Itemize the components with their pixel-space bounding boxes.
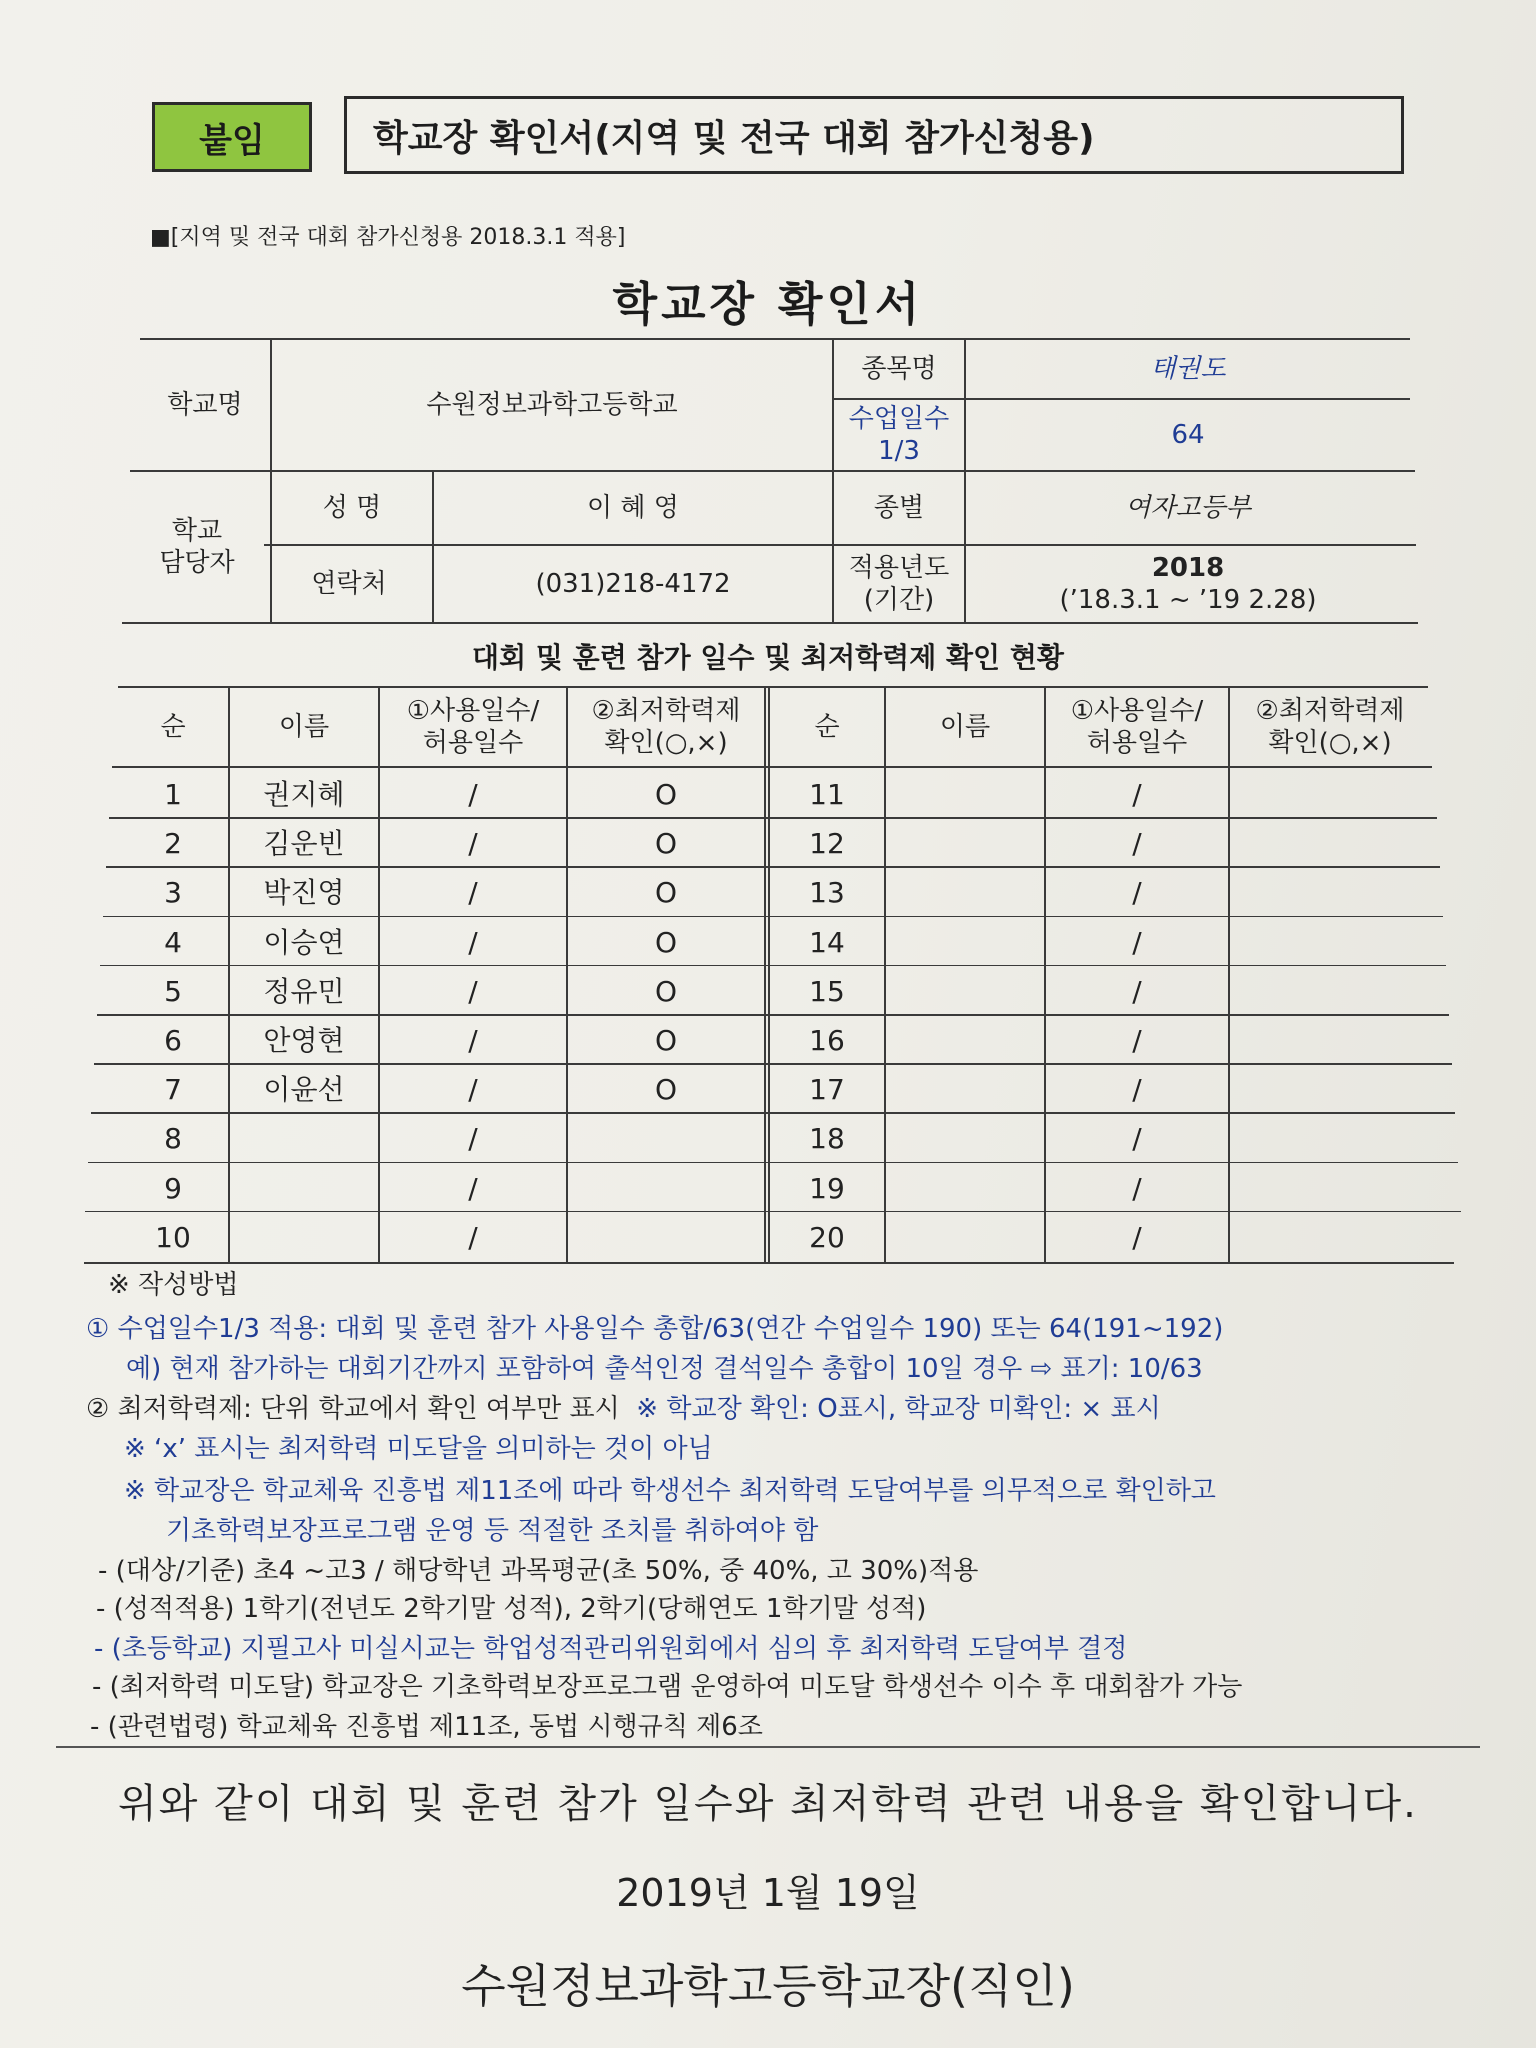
cell-no: 17 (809, 1073, 845, 1107)
cell-no: 16 (809, 1024, 845, 1058)
header-check-line1: ②최저학력제 (1255, 695, 1405, 726)
cell-check (1230, 1065, 1430, 1114)
cell-check: O (654, 925, 678, 959)
cell-days: / (1132, 1122, 1142, 1156)
cell-name (886, 819, 1044, 868)
cell-days: / (468, 1024, 478, 1058)
cell-name (886, 918, 1044, 967)
school-label: 학교명 (167, 389, 243, 420)
note-detail-5: - (관련법령) 학교체육 진흥법 제11조, 동법 시행규칙 제6조 (90, 1712, 763, 1742)
cell-check (568, 1213, 764, 1262)
header-no-left: 순 (160, 711, 186, 742)
cell-no: 13 (809, 876, 845, 910)
cell-days: / (468, 1220, 478, 1254)
cell-name: 김운빈 (263, 827, 345, 861)
cell-days: / (468, 876, 478, 910)
cell-no: 18 (809, 1122, 845, 1156)
year-label-line2: (기간) (863, 585, 935, 615)
cell-name (886, 868, 1044, 917)
school-value: 수원정보과학고등학교 (426, 389, 678, 420)
table-line-header (112, 766, 1432, 768)
year-label (834, 546, 964, 622)
cell-check (1230, 1114, 1430, 1163)
note-4a: ※ 학교장은 학교체육 진흥법 제11조에 따라 학생선수 최저학력 도달여부를 의무적으로 확인하고 (124, 1476, 1216, 1506)
table-row-line (88, 1162, 1458, 1164)
contact-value: (031)218-4172 (535, 568, 731, 599)
cell-no: 3 (164, 876, 182, 910)
cell-check (1230, 967, 1430, 1016)
cell-check (1230, 819, 1430, 868)
cell-check (1230, 770, 1430, 819)
cell-name (886, 1016, 1044, 1065)
cell-check (1230, 868, 1430, 917)
sport-value: 태권도 (1150, 353, 1226, 384)
cell-name (230, 1213, 378, 1262)
cell-check (1230, 1213, 1430, 1262)
cell-name: 이승연 (263, 925, 345, 959)
cell-no: 9 (164, 1171, 182, 1205)
table-row-line (85, 1211, 1461, 1213)
note-2b-text: ※ 학교장 확인: O표시, 학교장 미확인: × 표시 (636, 1394, 1161, 1424)
sport-label: 종목명 (861, 353, 937, 384)
cell-check (568, 1164, 764, 1213)
cell-no: 14 (809, 925, 845, 959)
note-1a: ① 수업일수1/3 적용: 대회 및 훈련 참가 사용일수 총합/63(연간 수업일수 190) 또는 64(191~192) (86, 1314, 1224, 1344)
header-days-line1: ①사용일수/ (406, 695, 540, 726)
table-row-line (91, 1112, 1455, 1114)
days-label-line1: 수업일수 (848, 403, 950, 434)
header-name-left: 이름 (278, 711, 330, 742)
note-detail-2: - (성적적용) 1학기(전년도 2학기말 성적), 2학기(당해연도 1학기말 성적) (96, 1594, 927, 1624)
cell-name: 권지혜 (263, 778, 345, 812)
cell-name (886, 1213, 1044, 1262)
cell-no: 10 (155, 1220, 191, 1254)
table-vline (764, 686, 766, 1262)
header-check-line2: 확인(○,×) (1268, 728, 1392, 758)
cell-days: / (468, 1122, 478, 1156)
table-line-bottom (84, 1262, 1454, 1264)
table-row-line (94, 1063, 1452, 1065)
cell-days: / (468, 1073, 478, 1107)
applied-note: ■[지역 및 전국 대회 참가신청용 2018.3.1 적용] (150, 225, 626, 250)
cell-name: 이윤선 (263, 1073, 345, 1107)
table-row-line (97, 1014, 1449, 1016)
year-value-period: (’18.3.1 ~ ’19 2.28) (1059, 585, 1317, 615)
division-label: 종별 (873, 492, 925, 523)
cell-days: / (1132, 827, 1142, 861)
division-value: 여자고등부 (1125, 492, 1251, 523)
header-days-right (1046, 688, 1228, 766)
header-days-line2: 허용일수 (422, 728, 524, 758)
header-check-right (1230, 688, 1430, 766)
cell-name (886, 1114, 1044, 1163)
cell-no: 20 (809, 1220, 845, 1254)
table-row-line (103, 916, 1443, 918)
days-value: 64 (1171, 419, 1205, 450)
cell-check: O (654, 827, 678, 861)
cell-no: 7 (164, 1073, 182, 1107)
year-value (966, 546, 1410, 622)
days-label (834, 400, 964, 470)
cell-no: 5 (164, 974, 182, 1008)
cell-check: O (654, 876, 678, 910)
cell-days: / (468, 827, 478, 861)
cell-name (230, 1114, 378, 1163)
cell-check: O (654, 1024, 678, 1058)
cell-days: / (1132, 1220, 1142, 1254)
cell-days: / (1132, 974, 1142, 1008)
header-no-right: 순 (814, 711, 840, 742)
name-value: 이 혜 영 (587, 492, 679, 523)
confirm-statement: 위와 같이 대회 및 훈련 참가 일수와 최저학력 관련 내용을 확인합니다. (118, 1781, 1418, 1827)
cell-days: / (468, 1171, 478, 1205)
manager-label-line2: 담당자 (159, 548, 235, 578)
manager-label-line1: 학교 (171, 515, 223, 546)
name-label: 성 명 (322, 492, 382, 523)
cell-check (1230, 1016, 1430, 1065)
cell-no: 15 (809, 974, 845, 1008)
note-detail-4: - (최저학력 미도달) 학교장은 기초학력보장프로그램 운영하여 미도달 학생선수 이수 후 대회참가 가능 (92, 1672, 1243, 1702)
cell-check (568, 1114, 764, 1163)
cell-check: O (654, 974, 678, 1008)
year-label-line1: 적용년도 (848, 552, 950, 583)
attachment-tag: 붙임 (152, 102, 312, 172)
header-check-line2: 확인(○,×) (604, 728, 728, 758)
cell-days: / (468, 778, 478, 812)
cell-days: / (1132, 1171, 1142, 1205)
header-days-line2: 허용일수 (1086, 728, 1188, 758)
header-days-line1: ①사용일수/ (1070, 695, 1204, 726)
note-4b: 기초학력보장프로그램 운영 등 적절한 조치를 취하여야 함 (166, 1516, 819, 1546)
note-2a-text: ② 최저학력제: 단위 학교에서 확인 여부만 표시 (86, 1394, 620, 1424)
cell-days: / (1132, 925, 1142, 959)
header-check-line1: ②최저학력제 (591, 695, 741, 726)
cell-name (886, 1065, 1044, 1114)
cell-no: 19 (809, 1171, 845, 1205)
table-row-line (109, 817, 1437, 819)
cell-days: / (1132, 876, 1142, 910)
cell-no: 2 (164, 827, 182, 861)
cell-name (886, 770, 1044, 819)
notes-heading: ※ 작성방법 (108, 1270, 239, 1300)
contact-label: 연락처 (311, 568, 387, 599)
cell-name (230, 1164, 378, 1213)
cell-days: / (468, 974, 478, 1008)
section-title: 대회 및 훈련 참가 일수 및 최저학력제 확인 현황 (472, 641, 1064, 674)
cell-no: 8 (164, 1122, 182, 1156)
notes-divider (56, 1746, 1480, 1748)
table-row-line (100, 965, 1446, 967)
header-check-left (568, 688, 764, 766)
cell-days: / (468, 925, 478, 959)
header-name-right: 이름 (939, 711, 991, 742)
cell-name (886, 967, 1044, 1016)
year-value-year: 2018 (1151, 552, 1225, 583)
cell-check (1230, 918, 1430, 967)
cell-no: 4 (164, 925, 182, 959)
note-2a (86, 1388, 1161, 1425)
cell-no: 11 (809, 778, 845, 812)
cell-check: O (654, 778, 678, 812)
header-title: 학교장 확인서(지역 및 전국 대회 참가신청용) (344, 96, 1404, 174)
note-3: ※ ‘x’ 표시는 최저학력 미도달을 의미하는 것이 아님 (124, 1434, 713, 1464)
header-days-left (380, 688, 566, 766)
cell-no: 1 (164, 778, 182, 812)
principal-signature: 수원정보과학고등학교장(직인) (461, 1959, 1075, 2013)
cell-name (886, 1164, 1044, 1213)
days-label-line2: 1/3 (878, 436, 920, 466)
table-row-line (106, 866, 1440, 868)
cell-no: 6 (164, 1024, 182, 1058)
note-1b: 예) 현재 참가하는 대회기간까지 포함하여 출석인정 결석일수 총합이 10일 경우 ⇨ 표기: 10/63 (126, 1354, 1203, 1384)
confirm-date: 2019년 1월 19일 (616, 1871, 920, 1915)
cell-no: 12 (809, 827, 845, 861)
note-detail-3: - (초등학교) 지필고사 미실시교는 학업성적관리위원회에서 심의 후 최저학력 도달여부 결정 (94, 1634, 1128, 1664)
cell-name: 안영현 (263, 1024, 345, 1058)
note-detail-1: - (대상/기준) 초4 ~고3 / 해당학년 과목평균(초 50%, 중 40%, 고 30%)적용 (98, 1556, 979, 1586)
cell-check (1230, 1164, 1430, 1213)
cell-days: / (1132, 1073, 1142, 1107)
cell-name: 박진영 (263, 876, 345, 910)
cell-days: / (1132, 1024, 1142, 1058)
cell-days: / (1132, 778, 1142, 812)
document-title: 학교장 확인서 (612, 277, 924, 331)
cell-check: O (654, 1073, 678, 1107)
info-line-bottom (122, 622, 1418, 624)
manager-label (130, 472, 264, 622)
cell-name: 정유민 (263, 974, 345, 1008)
